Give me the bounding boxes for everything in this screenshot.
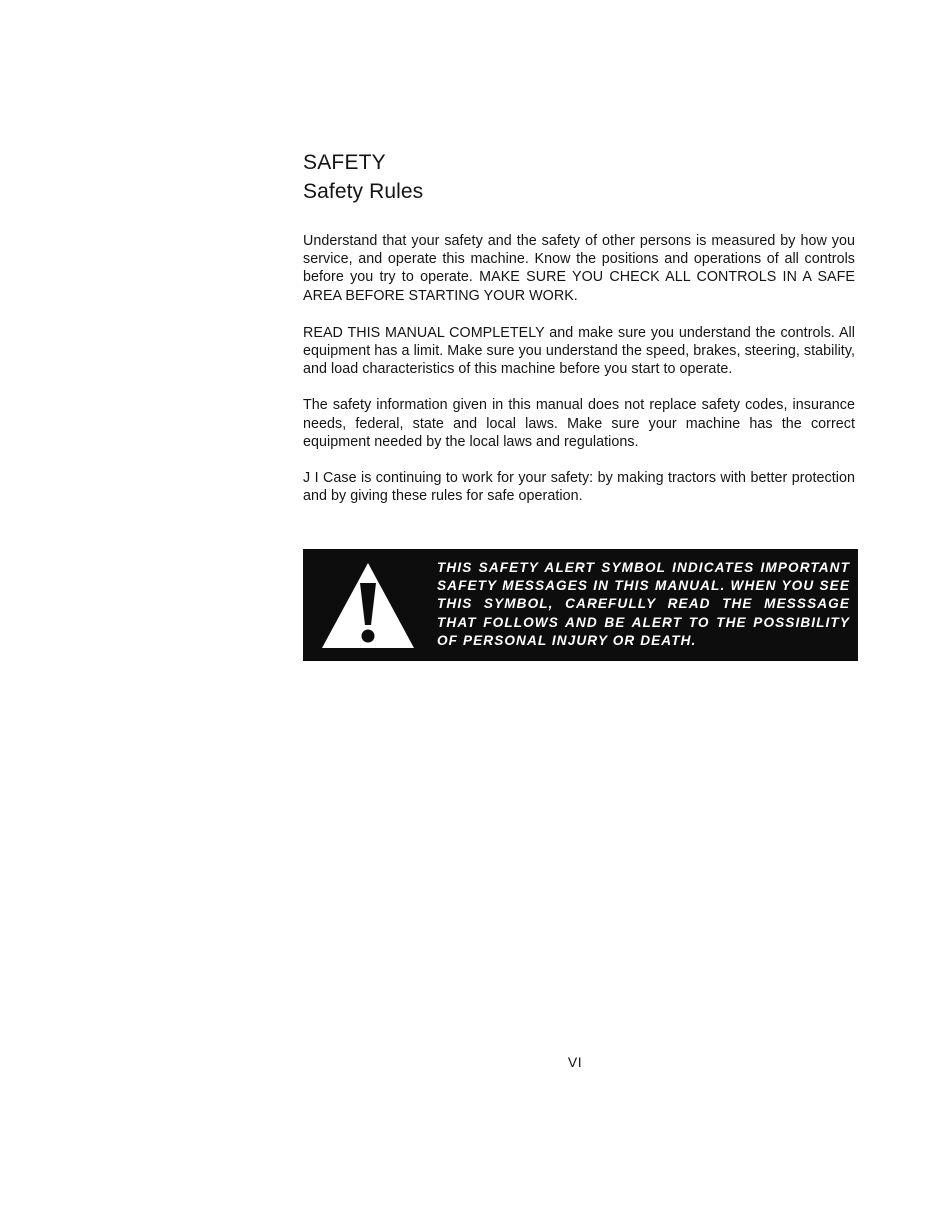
page-number: VI	[567, 1054, 583, 1070]
safety-alert-box	[303, 549, 858, 661]
paragraph-read-manual: READ THIS MANUAL COMPLETELY and make sure you understand the controls. All equipment has a limit. Make sure you understand the speed, brakes, steering, stability, and load characteristics of this machine before you start to operate.	[303, 324, 855, 378]
section-title: SAFETY	[303, 151, 386, 174]
section-subtitle: Safety Rules	[303, 180, 424, 203]
paragraph-safety-measure: Understand that your safety and the safety of other persons is measured by how you service, and operate this machine. Know the positions and operations of all controls before you try to operate. MAKE SURE YOU CHECK ALL CONTROLS IN A SAFE AREA BEFORE STARTING YOUR WORK.	[303, 233, 855, 304]
safety-section	[303, 150, 855, 505]
safety-alert-message: THIS SAFETY ALERT SYMBOL INDICATES IMPORTANT SAFETY MESSAGES IN THIS MANUAL. WHEN YOU SEE THIS SYMBOL, CAREFULLY READ THE MESSSAGE THAT FOLLOWS AND BE ALERT TO THE POSSIBILITY OF PERSONAL INJURY OR DEATH.	[437, 560, 850, 648]
paragraph-safety-codes: The safety information given in this manual does not replace safety codes, insurance needs, federal, state and local laws. Make sure your machine has the correct equipment needed by the local laws and regulations.	[303, 397, 855, 450]
safety-alert-triangle-icon	[319, 559, 417, 651]
paragraph-case-commitment: J I Case is continuing to work for your safety: by making tractors with better protection and by giving these rules for safe operation.	[303, 470, 855, 505]
